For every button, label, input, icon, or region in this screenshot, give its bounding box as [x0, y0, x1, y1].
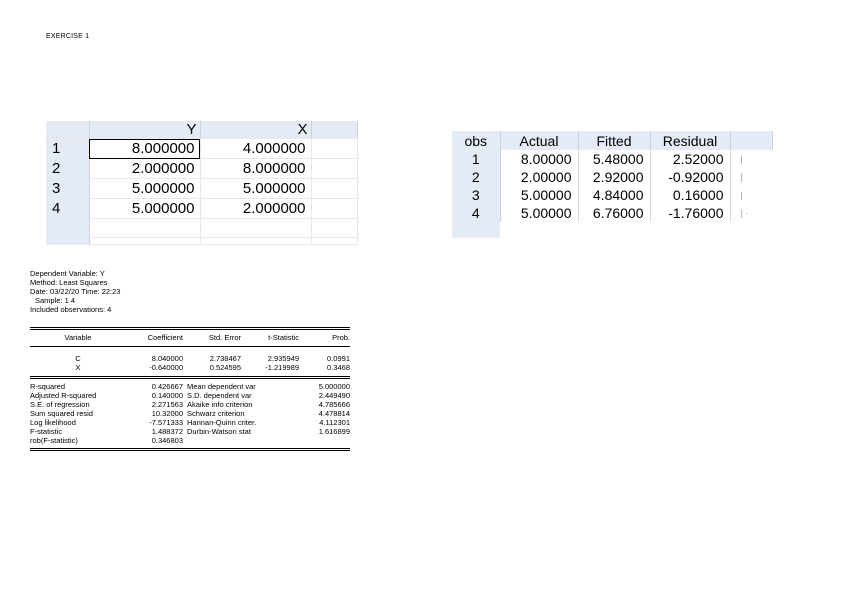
table-row	[46, 179, 357, 199]
regression-output-table	[30, 327, 350, 454]
stat-value: 1.616899	[318, 427, 350, 436]
table-row	[452, 168, 772, 186]
actual-cell[interactable]: 5.00000	[500, 186, 578, 204]
stats-row	[30, 382, 350, 391]
cell-empty[interactable]	[578, 222, 650, 238]
rule-bottom	[30, 450, 350, 455]
corner-cell[interactable]	[46, 121, 89, 139]
stats-row	[30, 436, 350, 445]
stats-row	[30, 427, 350, 436]
column-header-actual[interactable]: Actual	[500, 131, 578, 150]
table-row	[452, 150, 772, 168]
column-header-residual[interactable]: Residual	[650, 131, 730, 150]
data-spreadsheet	[46, 121, 358, 245]
std-error-value: 0.524595	[209, 363, 241, 372]
cell-x[interactable]: 2.000000	[200, 199, 311, 219]
stat-label: S.D. dependent var	[187, 391, 252, 400]
date-time-line: Date: 03/22/20 Time: 22:23	[30, 287, 121, 296]
header-t-statistic: t-Statistic	[268, 333, 299, 342]
rule-mid	[30, 347, 350, 355]
cell-y[interactable]: 2.000000	[89, 159, 200, 179]
cell-empty[interactable]	[311, 159, 357, 179]
column-header-fitted[interactable]: Fitted	[578, 131, 650, 150]
stat-value: 4.785666	[318, 400, 350, 409]
cell-empty[interactable]	[650, 222, 730, 238]
spreadsheet-header-row	[46, 121, 357, 139]
cell-empty[interactable]	[311, 199, 357, 219]
stat-label: Log likelihood	[30, 418, 76, 427]
prob-value: 0.3468	[327, 363, 350, 372]
cell-empty[interactable]	[311, 219, 357, 238]
residual-cell[interactable]: 2.52000	[650, 150, 730, 168]
obs-cell[interactable]: 1	[452, 150, 500, 168]
spreadsheet-header-row	[452, 131, 772, 150]
cell-empty[interactable]	[500, 222, 578, 238]
t-statistic-value: -1.219989	[265, 363, 299, 372]
cell-empty[interactable]	[311, 179, 357, 199]
table-row	[46, 199, 357, 219]
variable-name: C	[75, 354, 81, 363]
fitted-cell[interactable]: 4.84000	[578, 186, 650, 204]
header-coefficient: Coefficient	[147, 333, 183, 342]
obs-cell[interactable]: 3	[452, 186, 500, 204]
table-row	[452, 204, 772, 222]
column-header-x[interactable]: X	[200, 121, 311, 139]
row-header-empty[interactable]	[46, 219, 89, 238]
column-header-obs[interactable]: obs	[452, 131, 500, 150]
cell-empty[interactable]	[200, 238, 311, 245]
stats-row	[30, 418, 350, 427]
row-header-empty[interactable]	[46, 238, 89, 245]
stat-value: 10.32000	[151, 409, 183, 418]
regression-metadata	[30, 269, 120, 314]
actual-cell[interactable]: 2.00000	[500, 168, 578, 186]
cell-x[interactable]: 8.000000	[200, 159, 311, 179]
table-row	[452, 186, 772, 204]
fitted-cell[interactable]: 6.76000	[578, 204, 650, 222]
residual-plot-cell: |	[740, 190, 743, 200]
stat-label: Schwarz criterion	[187, 409, 245, 418]
cell-empty[interactable]	[730, 222, 772, 238]
stat-value: 4.478814	[318, 409, 350, 418]
stat-label: Hannan-Quinn criter.	[187, 418, 257, 427]
header-std-error: Std. Error	[208, 333, 241, 342]
column-header-empty[interactable]	[311, 121, 357, 139]
stat-label: F-statistic	[30, 427, 63, 436]
cell-empty[interactable]	[89, 238, 200, 245]
stat-value: 0.140000	[151, 391, 183, 400]
row-header[interactable]: 2	[46, 159, 89, 179]
stat-label: Akaike info criterion	[187, 400, 253, 409]
stats-row	[30, 391, 350, 400]
coefficient-row	[30, 354, 350, 363]
cell-empty[interactable]	[89, 219, 200, 238]
fitted-cell[interactable]: 2.92000	[578, 168, 650, 186]
cell-x[interactable]: 4.000000	[200, 139, 311, 159]
row-header[interactable]: 1	[46, 139, 89, 159]
stat-value: 1.488372	[151, 427, 183, 436]
fitted-cell[interactable]: 5.48000	[578, 150, 650, 168]
method-line: Method: Least Squares	[30, 278, 108, 287]
stat-value	[299, 436, 350, 445]
row-header[interactable]: 4	[46, 199, 89, 219]
obs-cell-empty[interactable]	[452, 222, 500, 238]
stat-label: Sum squared resid	[30, 409, 93, 418]
header-variable: Variable	[64, 333, 92, 342]
stat-label: rob(F-statistic)	[30, 436, 78, 445]
column-header-y[interactable]: Y	[89, 121, 200, 139]
stat-label: Durbin-Watson stat	[187, 427, 251, 436]
t-statistic-value: 2.935949	[267, 354, 299, 363]
table-row	[46, 159, 357, 179]
dependent-variable-line: Dependent Variable: Y	[30, 269, 105, 278]
prob-value: 0.0991	[327, 354, 350, 363]
residual-cell[interactable]: -1.76000	[650, 204, 730, 222]
cell-x[interactable]: 5.000000	[200, 179, 311, 199]
actual-cell[interactable]: 5.00000	[500, 204, 578, 222]
residuals-spreadsheet	[452, 131, 773, 238]
cell-empty[interactable]	[311, 238, 357, 245]
header-prob: Prob.	[332, 333, 350, 342]
stats-row	[30, 409, 350, 418]
table-row-empty	[46, 238, 357, 245]
stat-value: -7.571333	[149, 418, 183, 427]
stat-label	[183, 436, 299, 445]
residual-plot-cell: |	[740, 154, 743, 164]
obs-cell[interactable]: 2	[452, 168, 500, 186]
stat-value: 5.000000	[318, 382, 350, 391]
residual-cell[interactable]: 0.16000	[650, 186, 730, 204]
coefficient-value: -0.640000	[149, 363, 183, 372]
stat-label: S.E. of regression	[30, 400, 90, 409]
row-header[interactable]: 3	[46, 179, 89, 199]
variable-name: X	[75, 363, 81, 372]
table-row-empty	[46, 219, 357, 238]
residual-plot-cell: |	[740, 172, 743, 182]
residual-cell[interactable]: -0.92000	[650, 168, 730, 186]
stat-label: R-squared	[30, 382, 66, 391]
stat-value: 4.112301	[319, 418, 350, 427]
std-error-value: 2.738467	[209, 354, 241, 363]
stat-value: 2.271563	[151, 400, 183, 409]
sample-line: Sample: 1 4	[35, 296, 76, 305]
cell-y[interactable]: 5.000000	[89, 199, 200, 219]
table-row	[46, 139, 357, 159]
stat-value: 2.449490	[318, 391, 350, 400]
column-header-plot[interactable]	[730, 131, 772, 150]
obs-cell[interactable]: 4	[452, 204, 500, 222]
actual-cell[interactable]: 8.00000	[500, 150, 578, 168]
exercise-title: EXERCISE 1	[46, 33, 90, 40]
stat-value: 0.426667	[151, 382, 183, 391]
residual-plot-cell: | ·	[740, 208, 749, 218]
coefficient-value: 8.040000	[151, 354, 183, 363]
stats-row	[30, 400, 350, 409]
observations-line: Included observations: 4	[30, 305, 112, 314]
stat-label: Mean dependent var	[187, 382, 256, 391]
stat-value: 0.346803	[151, 436, 183, 445]
cell-empty[interactable]	[311, 139, 357, 159]
stat-label: Adjusted R-squared	[30, 391, 97, 400]
coefficient-header-row	[30, 333, 350, 342]
table-row-empty	[452, 222, 772, 238]
coefficient-row	[30, 363, 350, 372]
cell-empty[interactable]	[200, 219, 311, 238]
cell-y-selected[interactable]: 8.000000	[89, 139, 200, 159]
cell-y[interactable]: 5.000000	[89, 179, 200, 199]
